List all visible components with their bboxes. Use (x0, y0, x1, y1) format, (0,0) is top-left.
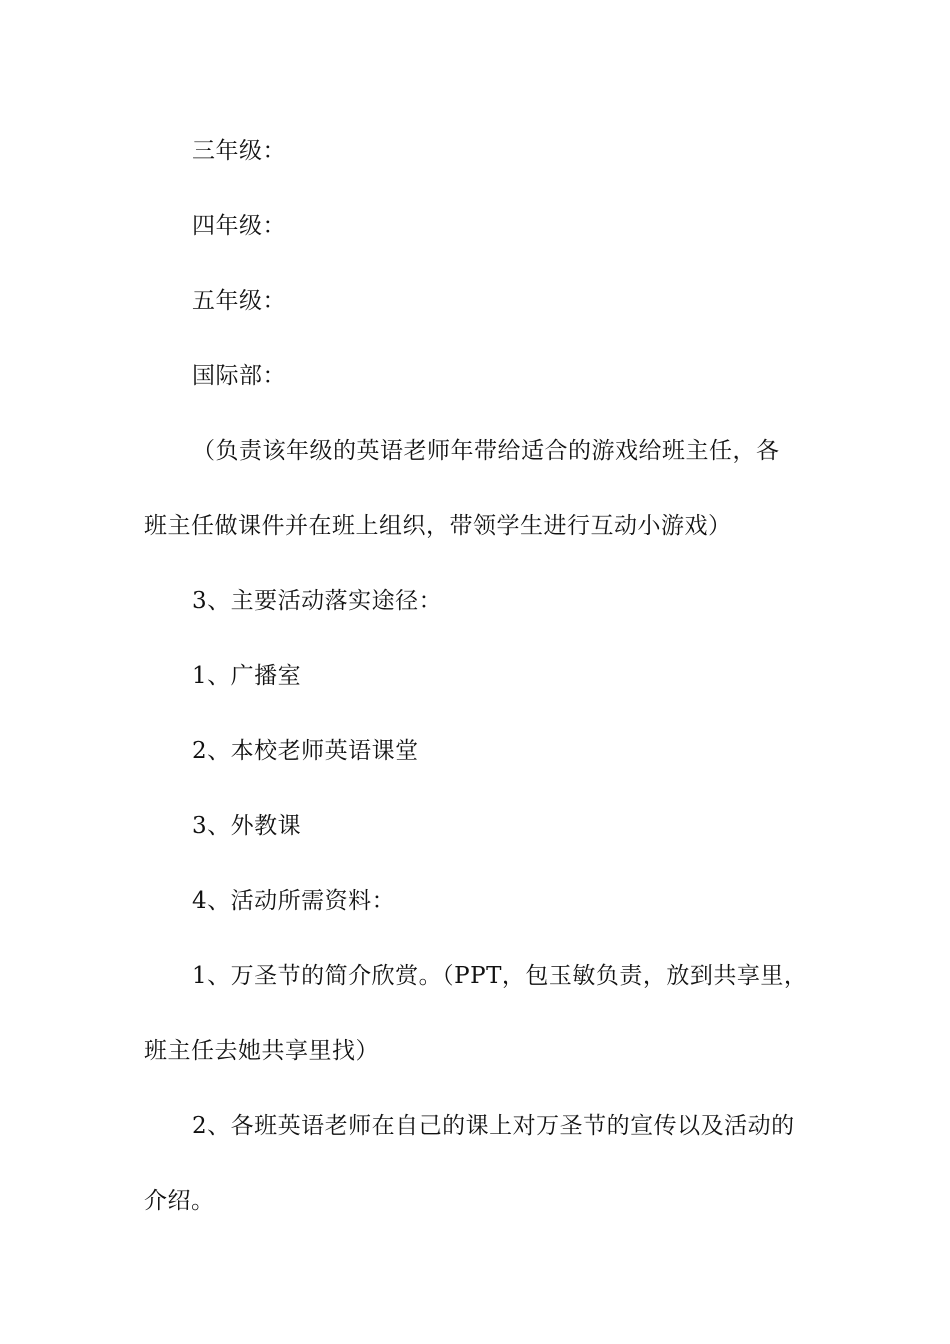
section-heading: 3、主要活动落实途径： (192, 588, 443, 614)
international-dept-label: 国际部： (192, 363, 286, 389)
list-item: 1、广播室 (192, 663, 302, 689)
grade-four-label: 四年级： (192, 213, 286, 239)
grade-three-label: 三年级： (192, 138, 286, 164)
paragraph-line: 班主任做课件并在班上组织，带领学生进行互动小游戏） (144, 513, 732, 539)
list-item: 3、外教课 (192, 813, 302, 839)
paragraph-line: 介绍。 (144, 1188, 215, 1214)
list-item: 1、万圣节的简介欣赏。（PPT，包玉敏负责，放到共享里， (192, 963, 808, 989)
section-heading: 4、活动所需资料： (192, 888, 396, 914)
list-item: 2、各班英语老师在自己的课上对万圣节的宣传以及活动的 (192, 1113, 795, 1139)
list-item: 2、本校老师英语课堂 (192, 738, 419, 764)
grade-five-label: 五年级： (192, 288, 286, 314)
paragraph-line: 班主任去她共享里找） (144, 1038, 379, 1064)
paragraph-line: （负责该年级的英语老师年带给适合的游戏给班主任，各 (192, 438, 780, 464)
